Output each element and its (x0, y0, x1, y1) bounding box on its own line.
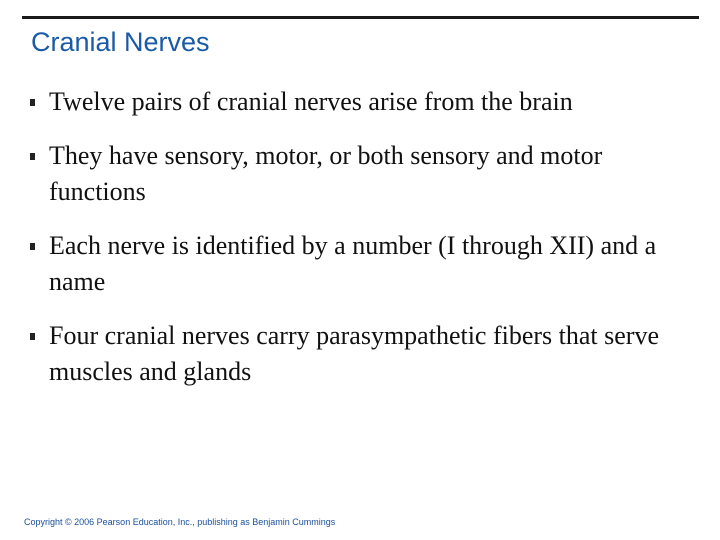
slide-title: Cranial Nerves (31, 27, 210, 57)
bullet-text: Each nerve is identified by a number (I through XII) and a name (49, 231, 657, 296)
bullet-item (30, 84, 690, 120)
square-bullet-icon (30, 99, 35, 106)
square-bullet-icon (30, 333, 35, 340)
bullet-text: Four cranial nerves carry parasympathetic fibers that serve muscles and glands (49, 321, 660, 386)
bullet-list (30, 84, 690, 390)
bullet-item (30, 318, 690, 390)
bullet-text: They have sensory, motor, or both sensory and motor functions (49, 141, 603, 206)
square-bullet-icon (30, 243, 35, 250)
bullet-text: Twelve pairs of cranial nerves arise from the brain (49, 87, 573, 116)
bullet-item (30, 138, 690, 210)
square-bullet-icon (30, 153, 35, 160)
copyright-footer: Copyright © 2006 Pearson Education, Inc., publishing as Benjamin Cummings (24, 517, 336, 527)
bullet-item (30, 228, 690, 300)
title-rule (22, 16, 699, 19)
